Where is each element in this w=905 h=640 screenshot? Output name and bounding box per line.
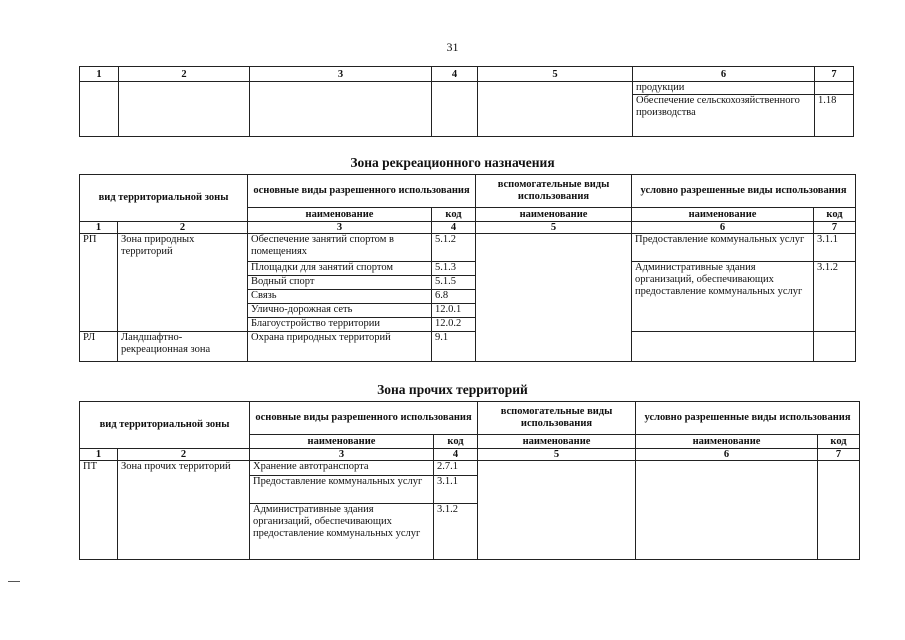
conditional-use-code: 3.1.1 (814, 234, 856, 262)
conditional-use-empty (632, 332, 814, 362)
main-use-name: Предоставление коммунальных услуг (250, 476, 434, 504)
main-use-name: Благоустройство территории (248, 318, 432, 332)
other-zone-table (79, 401, 860, 560)
main-use-name: Охрана природных территорий (248, 332, 432, 362)
conditional-use-empty (818, 461, 860, 560)
column-number: 3 (250, 449, 434, 461)
column-number: 7 (818, 449, 860, 461)
column-number: 5 (476, 222, 632, 234)
header-conditional-uses: условно разрешенные виды использования (632, 175, 856, 208)
empty-cell (432, 82, 478, 137)
conditional-use-name: Предоставление коммунальных услуг (632, 234, 814, 262)
empty-cell (80, 82, 119, 137)
zone-name: Зона природных территорий (118, 234, 248, 332)
column-number: 5 (478, 449, 636, 461)
main-use-code: 5.1.3 (432, 262, 476, 276)
empty-cell (119, 82, 250, 137)
column-number: 4 (432, 222, 476, 234)
conditional-use-name: Административные здания организаций, обеспечивающих предоставление коммунальных услуг (632, 262, 814, 332)
main-use-code: 2.7.1 (434, 461, 478, 476)
column-number: 1 (80, 222, 118, 234)
conditional-use-empty (636, 461, 818, 560)
page-number: 31 (446, 40, 459, 54)
empty-cell (478, 82, 633, 137)
main-use-code: 3.1.1 (434, 476, 478, 504)
main-use-name: Административные здания организаций, обеспечивающих предоставление коммунальных услуг (250, 504, 434, 560)
zone-code: ПТ (80, 461, 118, 560)
column-number: 6 (636, 449, 818, 461)
header-code: код (432, 208, 476, 222)
header-name: наименование (636, 435, 818, 449)
main-use-code: 12.0.1 (432, 304, 476, 318)
conditional-use-name: продукции (633, 82, 815, 95)
header-name: наименование (250, 435, 434, 449)
empty-cell (250, 82, 432, 137)
continuation-table (79, 66, 854, 137)
column-number: 2 (118, 222, 248, 234)
header-code: код (814, 208, 856, 222)
main-use-code: 12.0.2 (432, 318, 476, 332)
header-name: наименование (632, 208, 814, 222)
main-use-code: 6.8 (432, 290, 476, 304)
column-number: 6 (632, 222, 814, 234)
conditional-use-code (815, 82, 854, 95)
column-number: 5 (478, 67, 633, 82)
header-main-uses: основные виды разрешенного использования (248, 175, 476, 208)
column-number: 4 (434, 449, 478, 461)
recreation-zone-table (79, 174, 856, 362)
header-zone-type: вид территориальной зоны (80, 175, 248, 222)
column-number: 2 (118, 449, 250, 461)
zone-name: Зона прочих территорий (118, 461, 250, 560)
column-number: 1 (80, 67, 119, 82)
main-use-name: Связь (248, 290, 432, 304)
zone-name: Ландшафтно-рекреационная зона (118, 332, 248, 362)
header-zone-type: вид территориальной зоны (80, 402, 250, 449)
column-number: 2 (119, 67, 250, 82)
column-number: 1 (80, 449, 118, 461)
main-use-name: Площадки для занятий спортом (248, 262, 432, 276)
main-use-code: 3.1.2 (434, 504, 478, 560)
main-use-name: Обеспечение занятий спортом в помещениях (248, 234, 432, 262)
aux-use-empty (478, 461, 636, 560)
header-code: код (434, 435, 478, 449)
conditional-use-code: 1.18 (815, 95, 854, 137)
main-use-name: Улично-дорожная сеть (248, 304, 432, 318)
scan-edge-mark (8, 581, 20, 582)
main-use-code: 5.1.2 (432, 234, 476, 262)
section-title-other: Зона прочих территорий (377, 382, 528, 397)
header-name: наименование (478, 435, 636, 449)
column-number: 4 (432, 67, 478, 82)
header-aux-uses: вспомогательные виды использования (476, 175, 632, 208)
header-conditional-uses: условно разрешенные виды использования (636, 402, 860, 435)
main-use-code: 9.1 (432, 332, 476, 362)
main-use-name: Хранение автотранспорта (250, 461, 434, 476)
conditional-use-name: Обеспечение сельскохозяйственного производства (633, 95, 815, 137)
header-main-uses: основные виды разрешенного использования (250, 402, 478, 435)
column-number: 7 (814, 222, 856, 234)
section-title-recreation: Зона рекреационного назначения (350, 155, 555, 170)
column-number: 3 (250, 67, 432, 82)
conditional-use-empty (814, 332, 856, 362)
main-use-name: Водный спорт (248, 276, 432, 290)
column-number: 3 (248, 222, 432, 234)
column-number: 6 (633, 67, 815, 82)
header-code: код (818, 435, 860, 449)
aux-use-empty (476, 234, 632, 362)
column-number: 7 (815, 67, 854, 82)
header-name: наименование (476, 208, 632, 222)
header-name: наименование (248, 208, 432, 222)
main-use-code: 5.1.5 (432, 276, 476, 290)
zone-code: РЛ (80, 332, 118, 362)
zone-code: РП (80, 234, 118, 332)
header-aux-uses: вспомогательные виды использования (478, 402, 636, 435)
conditional-use-code: 3.1.2 (814, 262, 856, 332)
